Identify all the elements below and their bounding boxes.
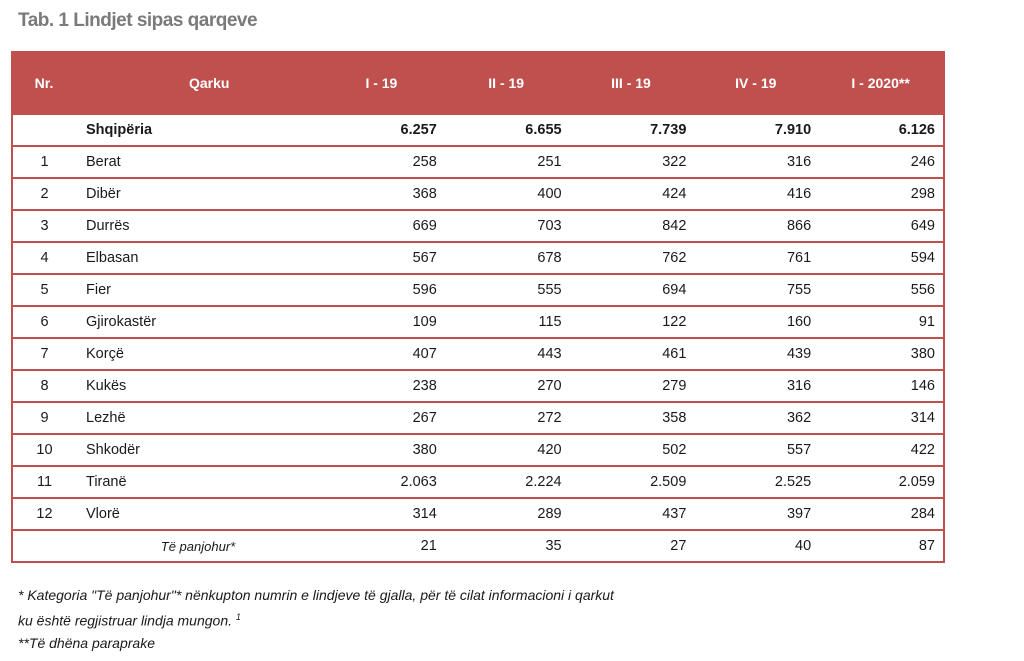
cell-value: 7.910 — [694, 114, 819, 146]
cell-nr: 4 — [12, 242, 76, 274]
table-row — [12, 402, 944, 434]
cell-value: 267 — [320, 402, 445, 434]
cell-value: 380 — [819, 338, 944, 370]
cell-value: 298 — [819, 178, 944, 210]
cell-value: 380 — [320, 434, 445, 466]
cell-value: 761 — [694, 242, 819, 274]
cell-nr — [12, 114, 76, 146]
cell-value: 567 — [320, 242, 445, 274]
table-body — [12, 114, 944, 562]
cell-value: 40 — [694, 530, 819, 562]
cell-nr: 10 — [12, 434, 76, 466]
table-row — [12, 466, 944, 498]
header-q1-19: I - 19 — [320, 52, 445, 114]
table-row — [12, 338, 944, 370]
header-q1-2020: I - 2020** — [819, 52, 944, 114]
cell-name: Kukës — [76, 370, 320, 402]
cell-value: 6.257 — [320, 114, 445, 146]
cell-value: 502 — [570, 434, 695, 466]
cell-value: 556 — [819, 274, 944, 306]
cell-name: Dibër — [76, 178, 320, 210]
cell-value: 6.655 — [445, 114, 570, 146]
cell-nr — [12, 530, 76, 562]
cell-value: 420 — [445, 434, 570, 466]
cell-value: 258 — [320, 146, 445, 178]
cell-value: 594 — [819, 242, 944, 274]
cell-value: 424 — [570, 178, 695, 210]
cell-nr: 3 — [12, 210, 76, 242]
cell-value: 322 — [570, 146, 695, 178]
footnote-3: **Të dhëna paraprake — [18, 634, 155, 651]
cell-value: 694 — [570, 274, 695, 306]
header-q2-19: II - 19 — [445, 52, 570, 114]
cell-value: 284 — [819, 498, 944, 530]
cell-nr: 7 — [12, 338, 76, 370]
cell-name: Shqipëria — [76, 114, 320, 146]
cell-nr: 8 — [12, 370, 76, 402]
cell-value: 35 — [445, 530, 570, 562]
births-by-county-table — [11, 51, 945, 563]
footnotes — [18, 584, 614, 654]
cell-value: 6.126 — [819, 114, 944, 146]
cell-name: Berat — [76, 146, 320, 178]
cell-value: 270 — [445, 370, 570, 402]
footnote-1: * Kategoria "Të panjohur"* nënkupton numrin e lindjeve të gjalla, për të cilat informacioni i qarkut — [18, 587, 614, 603]
footnote-2: ku është regjistruar lindja mungon. $^1$ — [18, 612, 241, 629]
cell-value: 368 — [320, 178, 445, 210]
cell-name: Vlorë — [76, 498, 320, 530]
table-row — [12, 498, 944, 530]
cell-value: 416 — [694, 178, 819, 210]
cell-nr: 9 — [12, 402, 76, 434]
cell-value: 755 — [694, 274, 819, 306]
cell-value: 437 — [570, 498, 695, 530]
cell-value: 703 — [445, 210, 570, 242]
cell-value: 7.739 — [570, 114, 695, 146]
cell-value: 251 — [445, 146, 570, 178]
cell-value: 27 — [570, 530, 695, 562]
cell-name: Korçë — [76, 338, 320, 370]
table-row-total — [12, 114, 944, 146]
cell-name: Gjirokastër — [76, 306, 320, 338]
cell-value: 246 — [819, 146, 944, 178]
cell-value: 555 — [445, 274, 570, 306]
table-row — [12, 242, 944, 274]
cell-nr: 11 — [12, 466, 76, 498]
cell-name: Durrës — [76, 210, 320, 242]
table-row — [12, 434, 944, 466]
table-row — [12, 146, 944, 178]
cell-value: 422 — [819, 434, 944, 466]
cell-value: 649 — [819, 210, 944, 242]
cell-nr: 1 — [12, 146, 76, 178]
births-table-container — [11, 51, 945, 563]
cell-value: 316 — [694, 146, 819, 178]
cell-value: 443 — [445, 338, 570, 370]
cell-value: 439 — [694, 338, 819, 370]
cell-value: 272 — [445, 402, 570, 434]
footnote-superscript: 1 — [235, 612, 241, 622]
table-row — [12, 178, 944, 210]
cell-value: 557 — [694, 434, 819, 466]
cell-value: 678 — [445, 242, 570, 274]
table-row-unknown — [12, 530, 944, 562]
table-row — [12, 210, 944, 242]
cell-value: 146 — [819, 370, 944, 402]
cell-value: 21 — [320, 530, 445, 562]
cell-nr: 2 — [12, 178, 76, 210]
header-nr: Nr. — [12, 52, 76, 114]
header-q3-19: III - 19 — [570, 52, 695, 114]
cell-value: 842 — [570, 210, 695, 242]
cell-value: 407 — [320, 338, 445, 370]
cell-value: 596 — [320, 274, 445, 306]
header-qarku: Qarku — [76, 52, 320, 114]
cell-value: 160 — [694, 306, 819, 338]
table-row — [12, 370, 944, 402]
cell-name: Shkodër — [76, 434, 320, 466]
cell-name: Fier — [76, 274, 320, 306]
table-title: Tab. 1 Lindjet sipas qarqeve — [18, 10, 258, 31]
cell-name: Të panjohur* — [76, 530, 320, 562]
cell-value: 2.509 — [570, 466, 695, 498]
cell-value: 400 — [445, 178, 570, 210]
cell-value: 362 — [694, 402, 819, 434]
cell-value: 122 — [570, 306, 695, 338]
cell-value: 314 — [819, 402, 944, 434]
cell-value: 762 — [570, 242, 695, 274]
table-row — [12, 306, 944, 338]
cell-value: 397 — [694, 498, 819, 530]
cell-nr: 6 — [12, 306, 76, 338]
cell-value: 358 — [570, 402, 695, 434]
cell-value: 238 — [320, 370, 445, 402]
cell-value: 115 — [445, 306, 570, 338]
cell-value: 866 — [694, 210, 819, 242]
cell-value: 316 — [694, 370, 819, 402]
cell-value: 91 — [819, 306, 944, 338]
cell-value: 2.525 — [694, 466, 819, 498]
cell-value: 461 — [570, 338, 695, 370]
cell-value: 2.224 — [445, 466, 570, 498]
cell-value: 2.059 — [819, 466, 944, 498]
cell-value: 87 — [819, 530, 944, 562]
cell-name: Tiranë — [76, 466, 320, 498]
cell-nr: 12 — [12, 498, 76, 530]
cell-value: 669 — [320, 210, 445, 242]
table-row — [12, 274, 944, 306]
table-header-row — [12, 52, 944, 114]
cell-name: Lezhë — [76, 402, 320, 434]
cell-value: 289 — [445, 498, 570, 530]
cell-name: Elbasan — [76, 242, 320, 274]
cell-nr: 5 — [12, 274, 76, 306]
cell-value: 314 — [320, 498, 445, 530]
cell-value: 109 — [320, 306, 445, 338]
header-q4-19: IV - 19 — [694, 52, 819, 114]
cell-value: 279 — [570, 370, 695, 402]
cell-value: 2.063 — [320, 466, 445, 498]
